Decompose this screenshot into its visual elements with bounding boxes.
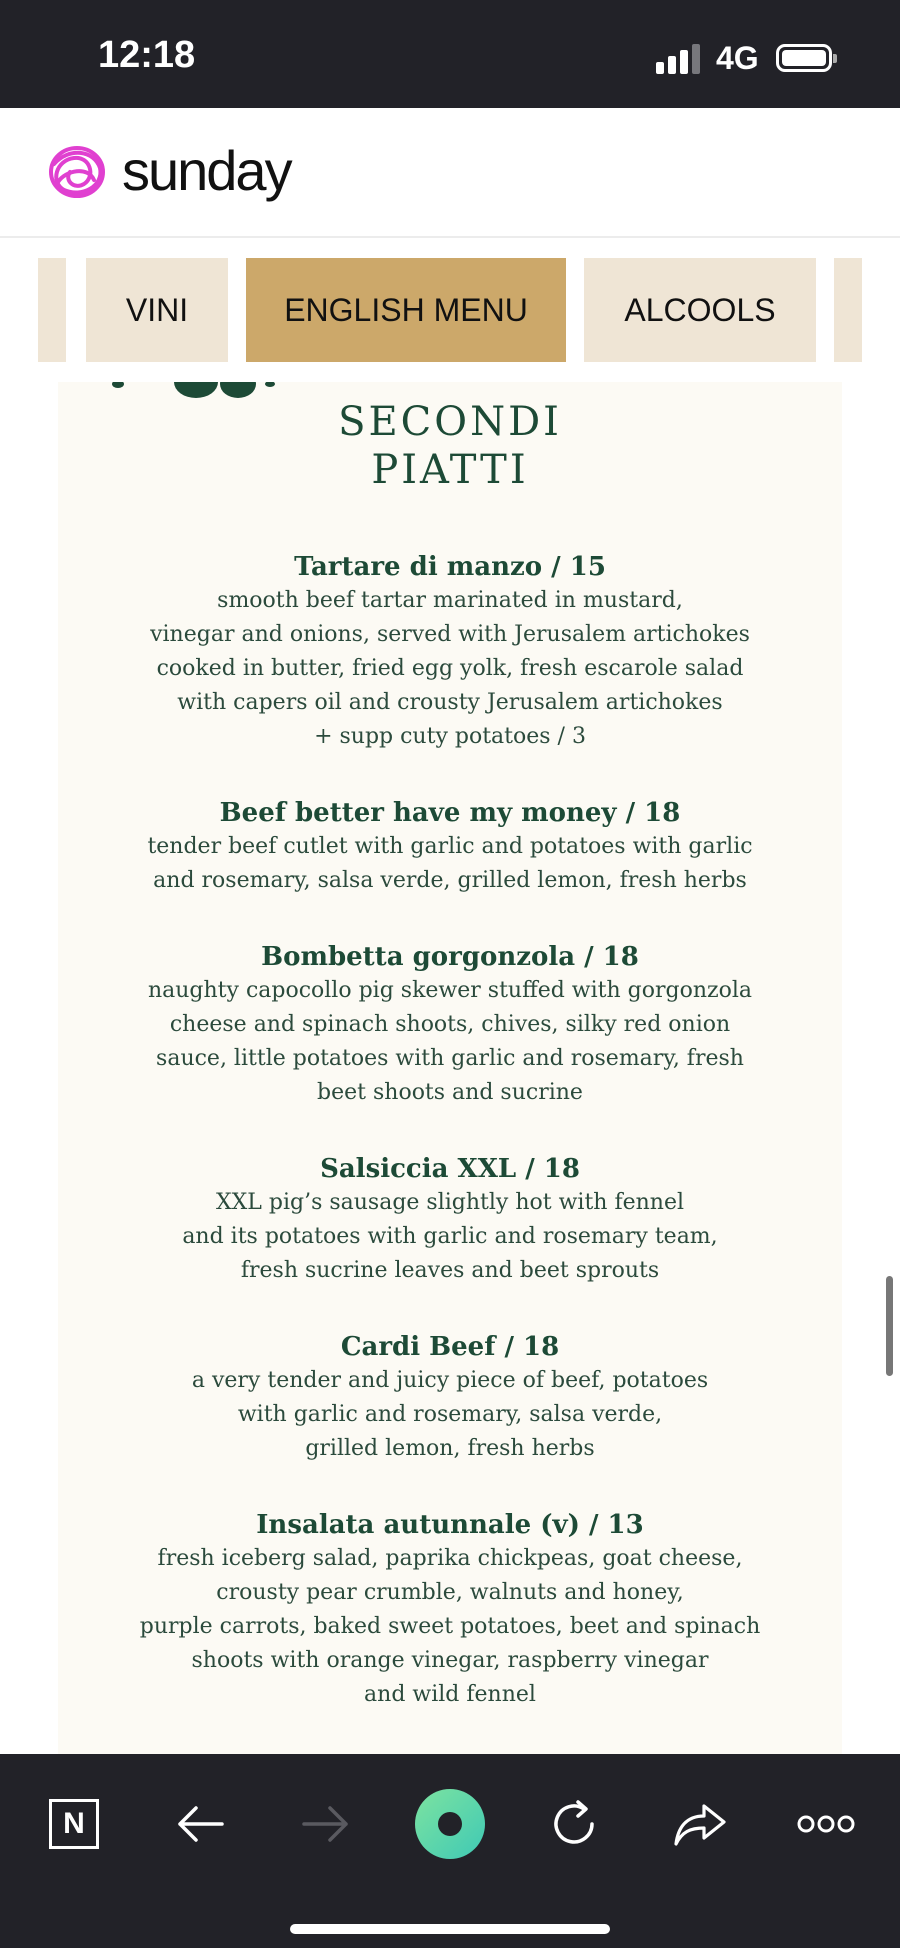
dish-name: Beef better have my money / 18 (219, 798, 681, 828)
reload-icon (548, 1798, 600, 1850)
tab-alcools[interactable]: ALCOOLS (584, 258, 816, 362)
dish-name: Bombetta gorgonzola / 18 (261, 942, 639, 972)
n-logo-button[interactable] (38, 1788, 110, 1860)
n-logo-icon: N (49, 1799, 99, 1849)
dish-name: Salsiccia XXL / 18 (320, 1154, 580, 1184)
app-name: sunday (122, 139, 291, 202)
forward-arrow-icon (300, 1804, 352, 1844)
back-button[interactable] (164, 1788, 236, 1860)
category-tabs (0, 238, 900, 382)
back-arrow-icon (174, 1804, 226, 1844)
network-type: 4G (716, 40, 759, 76)
more-icon (796, 1814, 856, 1834)
dish-item (58, 1330, 842, 1466)
dish-description: naughty capocollo pig skewer stuffed with gorgonzola cheese and spinach shoots, chives, silky red onion sauce, little potatoes with garlic and rosemary, fresh beet shoots and sucrine (147, 978, 753, 1105)
home-indicator[interactable] (290, 1924, 610, 1934)
share-icon (672, 1800, 728, 1848)
signal-icon (656, 42, 702, 74)
status-bar (0, 0, 900, 108)
dish-item (58, 1508, 842, 1712)
battery-icon (776, 44, 832, 72)
share-button[interactable] (664, 1788, 736, 1860)
dish-description: tender beef cutlet with garlic and potatoes with garlic and rosemary, salsa verde, grilled lemon, fresh herbs (147, 834, 753, 893)
home-circle-icon (414, 1788, 486, 1860)
dish-item (58, 550, 842, 754)
home-button[interactable] (414, 1788, 486, 1860)
tab-english-menu[interactable]: ENGLISH MENU (246, 258, 566, 362)
tab-vini[interactable]: VINI (86, 258, 228, 362)
sunday-logo-icon (44, 142, 110, 202)
dish-description: XXL pig’s sausage slightly hot with fennel and its potatoes with garlic and rosemary team, fresh sucrine leaves and beet sprouts (182, 1190, 718, 1283)
more-button[interactable] (790, 1788, 862, 1860)
reload-button[interactable] (538, 1788, 610, 1860)
menu-page (58, 382, 842, 1754)
forward-button[interactable] (290, 1788, 362, 1860)
dish-item (58, 796, 842, 898)
dish-description: a very tender and juicy piece of beef, potatoes with garlic and rosemary, salsa verde, grilled lemon, fresh herbs (191, 1368, 709, 1461)
section-title-line-1: SECONDI (338, 399, 562, 445)
browser-toolbar (0, 1754, 900, 1948)
dish-description: fresh iceberg salad, paprika chickpeas, goat cheese, crousty pear crumble, walnuts and honey, purple carrots, baked sweet potatoes, beet and spinach shoots with orange vinegar, raspberry vinegar and wild fennel (139, 1546, 761, 1707)
dish-item (58, 940, 842, 1110)
tab-partial-left[interactable] (38, 258, 66, 362)
status-time: 12:18 (98, 34, 196, 76)
dish-name: Tartare di manzo / 15 (294, 552, 606, 582)
dish-item (58, 1152, 842, 1288)
dish-name: Cardi Beef / 18 (340, 1332, 560, 1362)
dish-description: smooth beef tartar marinated in mustard, vinegar and onions, served with Jerusalem artichokes cooked in butter, fried egg yolk, fresh escarole salad with capers oil and crousty Jerusalem artichokes + supp cuty potatoes / 3 (150, 588, 750, 749)
app-header (0, 108, 900, 238)
scrollbar[interactable] (886, 1276, 893, 1376)
tab-partial-right[interactable] (834, 258, 862, 362)
section-title (58, 398, 842, 494)
dish-name: Insalata autunnale (v) / 13 (256, 1510, 644, 1540)
section-title-line-2: PIATTI (371, 447, 529, 493)
